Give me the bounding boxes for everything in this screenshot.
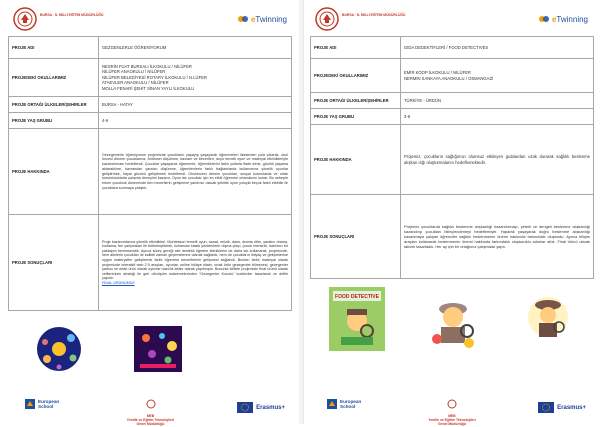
erasmus-logo — [538, 402, 586, 413]
row-label: PROJE YAŞ GRUBU — [9, 113, 99, 129]
meb-logo-icon — [314, 6, 340, 32]
table-row — [9, 129, 292, 215]
list-item: MOLLA FENARİ ŞEHİT SİNAN YAYLI İLKOKULU — [102, 85, 195, 91]
european-school-logo — [24, 398, 59, 410]
schools-list — [99, 59, 292, 97]
erasmus-logo — [237, 402, 285, 413]
list-item: NESRİN FUAT BURSALI İLKOKULU / NİLÜFER — [102, 63, 192, 69]
page-header — [10, 4, 291, 32]
eu-school-line: School — [340, 404, 356, 409]
etwinning-mark-icon — [237, 13, 249, 25]
row-label: PROJE HAKKINDA — [9, 129, 99, 215]
table-row — [9, 59, 292, 97]
partner-cities: BURSA - HATAY — [99, 97, 292, 113]
left-page — [2, 0, 299, 427]
row-label: PROJEDEKİ OKULLARIMIZ — [311, 59, 401, 93]
table-row — [9, 97, 292, 113]
meb-title: BURSA · İL MİLLİ EĞİTİM MÜDÜRLÜĞÜ — [342, 13, 406, 17]
list-item: EMİR KOOP İLKOKULU / NİLÜFER — [404, 70, 471, 76]
project-name: GEZGENLERLE ÖĞRENİYORUM — [99, 37, 292, 59]
age-group: 4-6 — [99, 113, 292, 129]
yegitek-line: Genel Müdürlüğü — [438, 422, 466, 427]
meb-small-icon — [447, 399, 457, 409]
page-footer — [312, 396, 592, 427]
row-label: PROJE SONUÇLARI — [9, 215, 99, 311]
table-row — [311, 37, 594, 59]
detective-girl-image — [521, 287, 575, 351]
table-row — [9, 37, 292, 59]
row-label: PROJE HAKKINDA — [311, 125, 401, 195]
etwinning-word: Twinning — [556, 14, 588, 24]
results-text: Proje kazanımlarına yönelik etkinlikleri, Montessori temelli oyun, sanat, müzik, dans, drama ritim, yaratıcı drama, kodlama, fen çalışmaları ile bütünleştirerek, kullanılan klasik yöntemlerin dışına çıkıp, çocuk merkezli, katılımcı bir yaklaşım benimsendik. Ayrıca süreç gereği aile destekli öğretim tekniklerini de daha sık kullanarak, projemizde, hem ailelerin çocukları ile kaliteli zaman geçirmelerine olanak sağladık, hem de çocukların ihtiyaç ve gelişimlerine uygun materyaller geliştirerek farklı öğrenme becerilerinin gelişmesi sağlandı. Bunları farklı materyal olarak projemizde interaktif web 2.0 araçları, oyunlar, online hikâye kitabı, ortak ürün gezegenler bilmecesi, gezegenler şarkısı ve ortak ürün olarak oyunlar hazırlık kitabı olarak yapılmıştır. Bununla birlikte projemizin final ürünü olarak velilerimizin desteği ile geri dönüşüm malzemelerinden “Gezegenler Konulu” kostümler tasarlandı ve defile yapıldı. — [102, 239, 288, 281]
detective-kid-image — [423, 287, 483, 351]
eu-flag-icon — [538, 402, 554, 413]
yegitek-line: Yenilik ve Eğitim Teknolojileri — [126, 418, 175, 423]
school-gateway-icon — [24, 398, 36, 410]
etwinning-logo — [237, 12, 287, 26]
eu-school-line: European — [340, 399, 362, 404]
row-label: PROJE SONUÇLARI — [311, 195, 401, 279]
meb-title: BURSA · İL MİLLİ EĞİTİM MÜDÜRLÜĞÜ — [40, 13, 104, 17]
table-row — [311, 125, 594, 195]
yegitek-logo — [417, 396, 487, 427]
table-row — [311, 195, 594, 279]
row-label: PROJE ADI — [9, 37, 99, 59]
left-image-strip — [8, 322, 292, 376]
table-row — [9, 113, 292, 129]
school-gateway-icon — [326, 398, 338, 410]
food-detective-poster-image — [329, 287, 385, 351]
etwinning-prefix: e — [250, 14, 256, 24]
project-results: Projemiz çocuklarda sağlıklı beslenme alışkanlığı kazandırmayı, yeterli ve dengeli beslenme alışkanlığı kazandırıp çocukları bilinçlendirmeyi hedeflemiştir. Yaparak yaşayarak doğru beslenme alışkanlığı kazanmaya çalışan öğrenciler sağlıklı beslenmenin önemi hakkında farkındalık oluşturdu. Ayrıca bilişim araçları kullanarak beslenmenin önemi hakkında farkındalık oluşturuldu adımlar attık. Final ürünü olarak takvim tasarladık. Her ay için bir ortağımız çalışmalar yaptı. — [401, 195, 594, 279]
solar-system-poster-image — [31, 324, 87, 374]
meb-logo-icon — [12, 6, 38, 32]
space-illustration-image — [229, 326, 269, 372]
list-item: ATAEVLER ANAOKULU / NİLÜFER — [102, 80, 169, 86]
erasmus-label: Erasmus+ — [256, 404, 285, 411]
row-label: PROJE ORTAĞI ÜLKELER/ŞEHİRLER — [311, 93, 401, 109]
table-row — [311, 59, 594, 93]
yegitek-line: MEB — [448, 414, 456, 418]
list-item: NİLÜFER ANAOKULU / NİLÜFER — [102, 69, 166, 75]
eu-school-line: School — [38, 404, 54, 409]
etwinning-word: Twinning — [255, 14, 287, 24]
table-row — [9, 215, 292, 311]
european-school-logo — [326, 398, 361, 410]
page-footer — [10, 396, 291, 427]
right-image-strip — [310, 284, 594, 354]
age-group: 3-6 — [401, 109, 594, 125]
project-name: GIDA DEDEKTİFLERİ / FOOD DETECTIVES — [401, 37, 594, 59]
project-about: Gezegenlerle öğreniyorum projemizde çocukların yaşayıp yaşayarak öğrenmeleri ilkesinden yola çıkarak, okul öncesi dönem çocuklarına, bütünsel düşünme, kavram ve becerileri, duyu temelli oyun ve materyal etkinlikleriyle kazandırması hedeflendi. Çocuklar yaşayarak öğrenerek, öğrendiklerini farklı yollarla ifade etme, günlük yaşama aktarabilme, kavramları yaratıcı düşünme, öğrenilenlerin farklı bağlamlarda kullanımına yönelik oyunlar geliştirmek, hayal gücünü geliştirmek hedeflendi. Okulöncesi dönem çocukları, sosyal kurumlarda ve ortak sorumluluklarla çalışma deneyimi kazanır. Oyun ise çocuklar için en etkili öğrenme ortamlarını sunar. Bu sebeple erken çocukluk döneminde tüm becerilerin gelişimine yardımcı olacak şekilde oyun yoluyla birçok farklı etkinlik ile çocuklara sunmaya çalıştık. — [99, 129, 292, 215]
row-label: PROJE YAŞ GRUBU — [311, 109, 401, 125]
eu-flag-icon — [237, 402, 253, 413]
erasmus-label: Erasmus+ — [557, 404, 586, 411]
schools-list — [401, 59, 594, 93]
yegitek-line: Genel Müdürlüğü — [136, 422, 165, 427]
meb-small-icon — [146, 399, 156, 409]
project-results — [99, 215, 292, 311]
right-project-table — [310, 36, 594, 279]
table-row — [311, 109, 594, 125]
etwinning-logo — [538, 12, 588, 26]
planets-poster-image — [134, 326, 182, 372]
partner-countries: TÜRKİYE - ÜRDÜN — [401, 93, 594, 109]
left-project-table — [8, 36, 292, 311]
project-about: Projemiz, çocukların sağlığımızı olumsuz etkileyen gıdalardan uzak durarak sağlıklı beslenme alışkan ılığı oluşturmalarını hedeflemektedir. — [401, 125, 594, 195]
table-row — [311, 93, 594, 109]
etwinning-prefix: e — [551, 14, 557, 24]
list-item: NİLÜFER BELEDİYESİ ROTARY İLKOKULU / N.LÜFER — [102, 74, 207, 80]
row-label: PROJEDEKİ OKULLARIMIZ — [9, 59, 99, 97]
food-detective-poster-title: FOOD DETECTIVE — [335, 294, 379, 300]
row-label: PROJE ADI — [311, 37, 401, 59]
right-page — [303, 0, 600, 427]
final-product-link[interactable]: FİNAL ÜRÜNÜMÜZ — [102, 280, 135, 285]
row-label: PROJE ORTAĞI ÜLKELER/ŞEHİRLER — [9, 97, 99, 113]
list-item: NERMİN SANKAYA ANAOKULU / OSMANGAZİ — [404, 75, 494, 81]
page-header — [312, 4, 592, 32]
yegitek-line: Yenilik ve Eğitim Teknolojileri — [428, 418, 476, 423]
etwinning-mark-icon — [538, 13, 550, 25]
yegitek-line: MEB — [146, 414, 155, 418]
eu-school-line: European — [38, 399, 60, 404]
yegitek-logo — [116, 396, 186, 427]
